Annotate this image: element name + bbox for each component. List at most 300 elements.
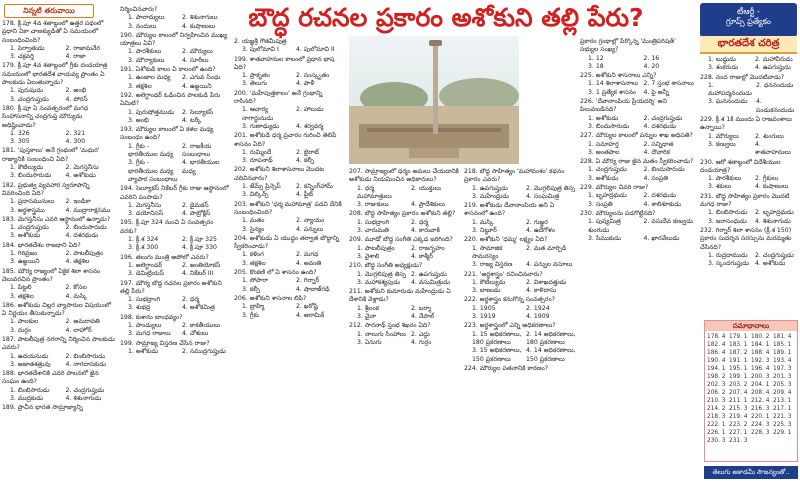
option-text: 2. బిందుసారుడు [65,224,107,232]
option-text: 1. సోపారా [242,277,269,285]
question-item [464,202,576,235]
option-text: 4. గుర్రం [411,338,432,346]
question-options [2,250,117,267]
question-item [700,56,798,73]
question-item [464,271,576,296]
option-text: 4. టర్కీ [182,116,202,124]
answer-item: 215. 3 [729,406,748,412]
option-text: 4. కారువాకి [411,227,440,235]
option-text: 3. ఉజ్జయిని [10,258,40,266]
question-text: 211. అశోకుని కుమారుడు మహేంద్రుడు ఏ దేశానికి వెళ్లాడు? [349,288,451,304]
question-options [580,115,695,132]
answers-heading: సమాధానాలు [705,321,797,331]
question-options [120,348,232,356]
option-text: 1. క్రీ.శ 324 [128,236,159,244]
option-text: 3. మహేంద్రుడు [472,192,510,200]
option-text: 2. చంద్రగుప్తుడు [65,386,105,394]
option-text: 1. మతం [242,217,265,225]
question-item [2,370,117,403]
option-text: 1. శ్రీలంక [357,304,380,312]
question-item [580,72,695,97]
question-options [120,262,232,279]
question-column-3 [234,38,346,498]
option-text: 3. జరాసంధుడు [708,217,747,225]
question-options [2,353,117,370]
question-text: 231. బౌద్ధ సాహిత్యం ప్రకారం మొదటి మగధ రాజు? [700,192,790,209]
option-text: 3. 15 అధికరణాలు, 150 ప్రకరణాలు [472,347,522,363]
option-text: 2. ఎగువ సింధు [182,74,221,82]
option-text: 3. అశోకుడు [588,174,619,182]
question-item [234,269,346,294]
option-text: 3. క్రీ.శ 300 [128,244,159,252]
question-text: 189. ప్రాచీన భారత సామ్రాజ్యాన్ని [2,404,83,412]
question-options [234,183,346,200]
question-text: 221. 'అర్థశాస్త్రం' రచించినవారు? [464,270,543,278]
question-options [2,318,117,335]
answer-item: 221. 3 [773,414,792,420]
option-text: 2. ధర్మ [411,218,429,226]
option-text: 2. విశాఖదత్తుడు [526,278,567,286]
option-text: 3. 1 ప్రత్యేక శాసనం [588,88,637,96]
answer-item: 190. 4 [707,358,726,364]
option-text: 1. గ్రీకు - భారతీయుల మధ్య [128,142,174,159]
question-text: ప్రకారం గ్రంథాల్లో పేర్కొన్న 'మంత్రిపరిషత్' సభ్యుల సంఖ్య? [580,38,676,54]
answer-item: 217. 1 [773,406,792,412]
question-options [2,284,117,301]
answer-item: 207. 4 [729,390,748,396]
option-text: 2. మొగ్గలిపుత్ర తిస్స [526,184,576,192]
answer-item: 198. 2 [707,374,726,380]
option-text: 1. జేమ్స్ ప్రిన్సెప్ [242,183,281,191]
question-options [2,387,117,404]
option-text: 4. 300 [65,138,86,146]
question-item [349,236,461,261]
option-text: 4. దశరథుడు [65,232,99,240]
answer-item: 227. 1 [729,430,748,436]
option-text: 3. పులోమావి I [242,46,279,54]
question-text: 179. క్రీ.పూ 4వ శతాబ్దంలో గ్రీకు దండయాత్ర సమయంలో భారతదేశ వాయవ్య ప్రాంతం ఏ పాలకుడు ఏలుతున్నాడు? [2,62,108,87]
question-options [120,143,232,184]
option-text: 4. సూరీలు [182,56,209,64]
option-text: 2. చంద్రగుప్తుడు [643,114,683,122]
option-text: 1. పురుషోత్తముడు [128,108,175,116]
option-text: 1. పురుషుడు [10,87,44,95]
option-text: 3. శంకరుడు [708,64,739,72]
option-text: 4. కుషాణులు [755,183,789,191]
option-text: 4. శర్వవర్మ [296,122,324,130]
option-text: 3. 18 [588,62,604,70]
question-item [234,56,346,89]
option-text: 2. రాజగృహం [411,244,445,252]
option-text: 2. అమరావతి [65,318,100,326]
question-item [349,210,461,235]
answer-item: 204. 1 [751,382,770,388]
option-text: 3. తెలుగు [242,80,267,88]
option-text: 4. రాజా [65,53,86,61]
question-options [234,72,346,89]
answer-item: 216. 3 [751,406,770,412]
option-text: 4. ఖారవేలుడు [643,234,680,242]
option-text: 2. 1924 [526,304,550,312]
option-text: 1. రుమ్మిందే [242,148,272,156]
option-text: 1. మౌర్యులు [708,132,739,140]
option-text: 3. రాజుకులు [357,201,389,209]
question-options [234,277,346,294]
question-column-7 [700,56,798,316]
question-text: 186. అశోకుడు చిల్లర వ్యాపారుల విషయంలో ఏ నిర్ణయం తీసుకున్నాడు? [2,301,112,318]
answer-item: 185. 1 [773,342,792,348]
option-text: 2. హాలుడు [296,106,324,114]
option-text: 2. 321 [65,129,86,137]
question-item [2,404,117,412]
option-text: 1. పాండ్యులు [128,321,162,329]
question-text: 191. ఏశోకుడి కాలం ఏ కాలంలో ఉంది? [120,66,216,74]
question-options [234,217,346,234]
option-text: 4. శాలిశూకుడు [643,200,682,208]
question-text: 232. గిర్నార్ శిలా శాసనం (క్రీ.శ 150) ప్రకారం సుదర్శన సరస్సును మరమ్మతు చేసినది? [700,226,792,251]
option-text: 4. అవంతి [296,259,322,267]
option-text: 3. తక్షశిల [242,259,266,267]
option-text: 2. మగధ [296,251,319,259]
question-options [349,245,461,262]
option-text: 3. సంప్రతి [588,200,613,208]
question-column-4 [349,168,461,498]
question-item [234,90,346,131]
option-text: 2. దశరథుడు [643,192,677,200]
option-text: 1. పారశీకులు [708,175,742,183]
option-text: 3. శుభద్ర [128,304,151,312]
option-text: 2. మత మార్పిడి [526,244,567,252]
question-item [120,66,232,91]
answer-item: 183. 1 [729,342,748,348]
page-title: బౌద్ధ రచనల ప్రకారం అశోకుని తల్లి పేరు? [248,3,644,32]
question-item [2,268,117,301]
option-text: 2. సెల్యూకస్ [182,108,214,116]
option-text: 1. అశోకుడు [128,347,159,355]
option-text: 3. చంద్రగుప్తుడు [10,95,49,103]
option-text: 1. 12 [588,54,604,62]
option-text: 4. శిశునాగుడు [65,395,102,403]
option-text: 4. అశోకమిత్ర [182,304,215,312]
option-text: 3. అంభి [128,116,149,124]
question-options [580,55,695,72]
option-text: 3. ముద్రకుడు [10,395,44,403]
option-text: 2. యుక్తులు [411,184,441,192]
answer-item: 194. 1 [707,366,726,372]
question-item [464,236,576,269]
question-item [234,295,346,320]
question-item [349,262,461,287]
question-text: 198. కుశాను బాంధవ్యం? [120,313,183,321]
question-options [234,303,346,320]
option-text: 2. క్రీ.పూ 325 [182,236,217,244]
question-options [349,305,461,322]
option-text: 2. డైమకస్ [182,201,209,209]
option-text: 3. నందులు [128,22,157,30]
question-options [464,219,576,236]
question-options [120,296,232,313]
question-options [234,251,346,268]
option-text: 2. రాజామనేర [65,44,101,52]
option-text: 1. 1905 [472,304,496,312]
option-text: 3. గుణాఢ్యుడు [242,122,280,130]
question-text: 183. మెగస్తనీసు ఎవరి ఆస్థానంలో ఉన్నాడు? [2,215,111,223]
answer-item: 208. 4 [751,390,770,396]
answer-item: 210. 3 [707,398,726,404]
answer-item: 195. 1 [729,366,748,372]
answer-item: 205. 3 [773,382,792,388]
question-options [464,279,576,296]
question-text: 185. మౌర్య రాజ్యంలో ఏకైక శిలా శాసనం వెలువరచిన ప్రాంతం? [2,267,101,283]
question-options [464,245,576,270]
option-text: 2. ఇండికా [65,198,91,206]
option-text: 1. సమాహర్త [588,140,619,148]
option-text: 3. మగధ రాజులు [128,330,171,338]
question-item [349,288,461,321]
question-item [700,227,798,268]
option-text: 4. మస్కి [65,292,88,300]
option-text: 1. ఉదయనుడు [10,352,49,360]
option-text: 2. ధననందుడు [755,81,794,89]
question-item [2,105,117,146]
option-text: 1. ధర్మ మహామాత్రులు [357,184,392,200]
answer-item: 189. 1 [773,350,792,356]
question-text: 190. మౌర్యుల కాలంలో నిర్వహించిన ముఖ్య యాత్రలు ఏవి? [120,31,228,48]
question-text: 219. అశోకుడు దేవానాంపియ అని ఏ శాసనంలో ఉంది? [464,202,555,218]
question-text: 223. అర్థశాస్త్రంలో ఎన్ని అధికరణాలు? [464,322,556,330]
answer-item: 180. 2 [751,334,770,340]
question-text: 225. అశోకుని శాసనాలు ఎన్ని? [580,72,657,80]
option-text: 2. పాటలీపుత్రం [65,250,104,258]
option-text: 2. సంస్కృతం [296,72,330,80]
option-text: 3. అర్థశాస్త్రము [10,206,45,214]
answer-item: 213. 1 [773,398,792,404]
option-text: 1. 15 అధికరణాలు, 180 ప్రకరణాలు [472,330,522,346]
question-text: 202. అశోకుని శిలాశాసనాలు మొదట చదివినవారు? [234,166,324,182]
option-text: 2. 16 [643,54,660,62]
question-item [120,280,232,313]
option-text: 1. సామాజిక సామరస్యం [472,244,503,260]
question-text: 203. అశోకుని 'ధర్మ మహామాత్ర' పదవి దేనికి సంబంధించింది? [234,200,342,216]
question-text: 227. మౌర్యుల కాలంలో పన్నుల శాఖ అధిపతి? [580,132,693,140]
option-text: 1. చంద్రగుప్తుడు [10,224,49,232]
option-text: 4. 1909 [526,313,550,321]
option-text: 1. కళింగ [242,251,264,259]
question-item [464,296,576,321]
option-text: 3. రూపనాథ్ [242,157,273,165]
option-text: 3. బిందుసారుడు [10,172,52,180]
option-text: 2. అంభి [65,87,87,95]
option-text: 2. వసుదేవ కణ్వుడు [643,218,693,226]
question-item [234,166,346,199]
question-text: 184. భారతదేశం రాజధాని ఏది? [2,241,81,249]
question-options [700,56,798,73]
option-text: 4. పన్నులు [296,225,324,233]
option-text: 2. ధర్మ [182,296,200,304]
option-text: 3. మౌర్యాకులు [128,56,165,64]
answer-item: 178. 4 [707,334,726,340]
question-options [349,219,461,236]
option-text: 3. బిందుసారుడు [588,122,630,130]
option-text: 4. కాశ్మీర్ [411,252,433,260]
question-options [700,82,798,115]
option-text: 1. ఆచార్య నాగార్జునుడు [242,106,274,122]
option-text: 4. పులోమావి II [296,46,335,54]
question-text: 197. మౌర్య బౌద్ధ రచనల ప్రకారం అశోకుని తల్లి పేరు? [120,279,222,295]
option-text: 2. ఎద్దు [411,330,430,338]
option-text: 3. విల్కిన్స్ [242,191,269,199]
question-options [700,133,798,158]
option-text: 4. దౌవారిక [643,148,670,156]
question-options [580,218,695,243]
question-text: 2. యజ్ఞశ్రీ గౌతమీపుత్ర [234,38,287,45]
question-text: 206. అశోకుని శాసనాల లిపి? [234,294,307,302]
option-text: 1. మెగస్తనీసు [128,201,162,209]
question-text: 181. 'పుస్తకాలు' అనే గ్రంథంలో 'మధుర' రాజ్యానికి సంబంధించి ఏది? [2,147,100,163]
option-text: 3. శకులు [708,183,732,191]
option-text: 4. పోరస్ [65,95,88,103]
option-text: 3. అశోకుడు [10,232,41,240]
question-text: 187. పాటలీపుత్ర నగరాన్ని నిర్మించిన పాలకుడు ఎవరు? [2,335,115,352]
question-text: 230. ఆరో శతాబ్దంలో విదేశీయుల దండయాత్ర? [700,158,781,174]
question-options [464,185,576,202]
question-text: నిర్మించినవారు? [120,6,158,13]
option-text: 3. స్కందగుప్తుడు [708,260,750,268]
option-text: 4. తక్షశిల [65,258,90,266]
option-text: 2. గుజ్జర [526,218,548,226]
question-text: 192. అలెగ్జాండర్ ఓడించిన పాలకుడి పేరు ఏమిటి? [120,91,221,108]
option-text: 4. సంప్రతి [643,174,669,182]
option-text: 3. అజాతశత్రువు [10,360,51,368]
option-text: 3. నిట్టూర్ [472,227,497,235]
question-text: 224. మౌర్యుల పతనానికి కారణం? [464,364,549,372]
option-text: 1. మొగ్గలిపుత్ర తిస్స [357,270,407,278]
question-item [580,98,695,131]
question-item [120,126,232,184]
option-text: 4. అరామిక్ [296,311,325,319]
option-text: 3. తక్షశిల [128,82,152,90]
option-text: 1. బ్రాహ్మి [242,303,265,311]
answer-item: 179. 1 [729,334,748,340]
option-text: 3. బాణుడు [472,287,501,295]
series-badge [700,3,797,37]
option-text: 1. కౌటిల్యుడు [10,164,44,172]
option-text: 1. 326 [10,129,30,137]
answer-item: 228. 3 [751,430,770,436]
option-text: 1. పాటలీపుత్రం [357,244,395,252]
question-item [234,38,346,55]
answer-item: 223. 2 [729,422,748,428]
question-text: 228. నంద రాజుల్లో మొదటివాడు? [700,73,785,81]
option-text: 2. కన్నింగ్‌హామ్ [296,183,333,191]
question-item [2,302,117,335]
answer-item: 200. 3 [751,374,770,380]
question-text: 208. బౌద్ధ సాహిత్యం ప్రకారం అశోకుని తల్లి? [349,210,456,218]
option-text: 2. న్యాయం [296,217,325,225]
question-options [464,305,576,322]
question-options [580,166,695,183]
answer-item: 186. 4 [707,350,726,356]
answer-item: 231. 3 [729,438,748,444]
question-options [120,202,232,219]
option-text: 1. బింబిసారుడు [10,386,50,394]
option-text: 3. గ్రీకు [242,311,259,319]
option-text: 3. గ్రీకు - భారతీయుల మధ్య వ్యాపార సంబంధాలు [128,159,178,183]
option-text: 3. చక్రవర్తి [10,53,34,61]
question-column-1 [2,20,117,498]
question-options [120,109,232,126]
question-item [580,210,695,243]
question-item [700,74,798,115]
answer-item: 218. 3 [707,414,726,420]
badge-line-2: గ్రూప్స్ ప్రత్యేకం [726,17,771,26]
option-text: 4. 20 [643,62,660,70]
option-text: 2. మౌర్యులు [182,48,213,56]
option-text: 2. కాకతీయులు [182,321,220,329]
option-text: 1. బృహద్రథుడు [588,192,627,200]
question-options [2,130,117,147]
question-options [2,87,117,104]
option-text: 3. డెమిట్రియస్ [128,270,165,278]
badge-line-1: టీఆర్టీ - [737,7,760,16]
question-options [464,331,576,364]
ashoka-pillar-photo [349,36,519,164]
question-text: 229. మౌర్యుల చివరి రాజు? [580,184,649,192]
question-item [349,168,461,209]
question-text: 226. 'దేవానాంపియ ప్రియదర్శి' అని పిలువబడినది? [580,98,667,114]
option-text: 3. 305 [10,138,30,146]
option-text: 3. సిముకుడు [588,234,621,242]
option-text: 2. 7 స్తంభ శాసనాలు [643,80,694,88]
option-text: 1. నాలుగు సింహాలు [357,330,406,338]
option-text: 4. పన్నుల వసూలు [526,261,573,269]
answer-item: 196. 4 [751,366,770,372]
option-text: 1. సుభద్రాంగి [128,296,161,304]
answer-item: 191. 1 [729,358,748,364]
option-text: 4. పండుకనందుడు [755,98,795,114]
answer-item: 220. 1 [751,414,770,420]
option-text: 3. మహాకశ్యపుడు [357,278,401,286]
question-item [700,116,798,157]
question-options [120,74,232,91]
option-text: 4. దశరథుడు [643,122,677,130]
option-text: 1. చంద్రగుప్తుడు [588,166,627,174]
question-item [120,185,232,218]
option-text: 1. పాలాద్యులు [128,14,165,22]
question-item [234,201,346,234]
option-text: 4. లాహోర్ [65,326,92,334]
option-text: 4. ఉజ్జయిని [182,82,212,90]
question-options [234,106,346,131]
option-text: 3. కల్సీ [242,285,261,293]
question-text: 193. మౌర్యుల కాలంలో ఏ కళల మధ్య సంబంధం ఉంది? [120,126,214,142]
question-item [120,32,232,65]
option-text: 4. శిశునాగుడు [755,217,791,225]
option-text: 1. ప్రదాసమునులు [10,198,55,206]
question-column-6 [580,38,695,498]
option-text: 1. ఉపగుప్తుడు [472,184,508,192]
option-text: 2. ఉపగుప్తుడు [411,270,447,278]
question-item [700,159,798,192]
question-text: 204. అశోకుడు ఏ యుద్ధం తర్వాత బౌద్ధాన్ని స్వీకరించాడు? [234,234,340,251]
option-text: 1. మస్కి [472,218,494,226]
question-text: 195. క్రీ.పూ 324 నుంచి ఏ సంవత్సరం వరకు? [120,219,214,235]
option-text: 2. బైరాట్ [296,148,320,156]
question-item [234,132,346,165]
question-text: 209. మూడో బౌద్ధ సంగీతి ఎక్కడ జరిగింది? [349,236,453,244]
question-text: 220. అశోకుని 'ధమ్మ' లక్ష్యం ఏది? [464,236,548,244]
option-text: 1. కౌటిల్యుడు [472,278,506,286]
